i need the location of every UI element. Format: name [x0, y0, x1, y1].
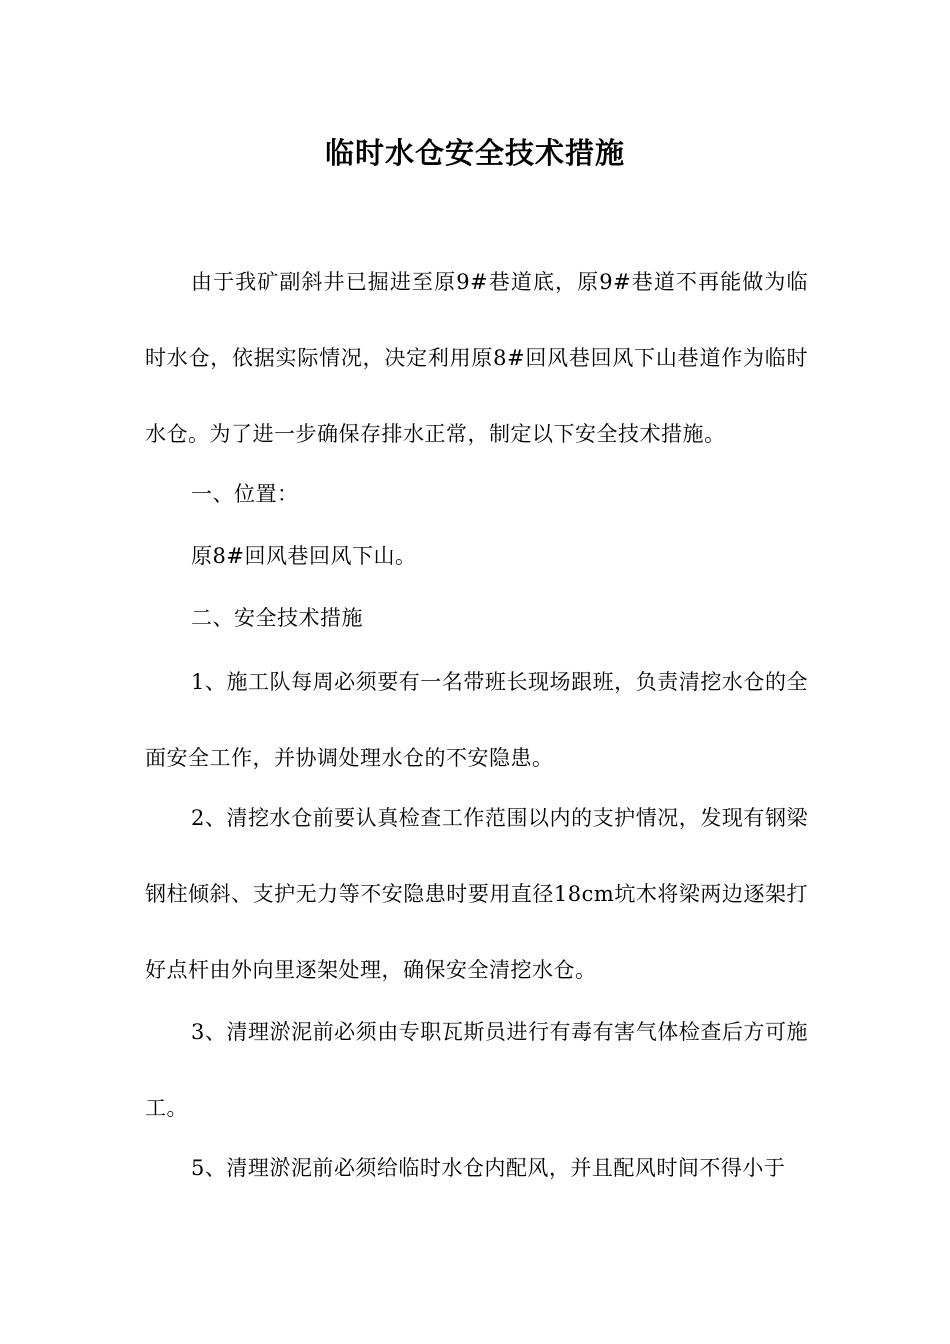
paragraph-measure-1: 1、施工队每周必须要有一名带班长现场跟班，负责清挖水仓的全面安全工作，并协调处理水仓的不安隐患。 [145, 670, 808, 770]
paragraph-measure-3: 3、清理淤泥前必须由专职瓦斯员进行有毒有害气体检查后方可施工。 [145, 1020, 808, 1120]
paragraph-location: 原8#回风巷回风下山。 [191, 544, 417, 568]
document-title: 临时水仓安全技术措施 [324, 136, 625, 170]
section-heading-measures: 二、安全技术措施 [191, 606, 363, 630]
paragraph-intro: 由于我矿副斜井已掘进至原9#巷道底，原9#巷道不再能做为临时水仓，依据实际情况，决定利用原8#回风巷回风下山巷道作为临时水仓。为了进一步确保存排水正常，制定以下安全技术措施。 [145, 270, 808, 446]
paragraph-measure-5: 5、清理淤泥前必须给临时水仓内配风，并且配风时间不得小于 [191, 1156, 786, 1180]
section-heading-location: 一、位置： [191, 482, 299, 506]
paragraph-measure-2: 2、清挖水仓前要认真检查工作范围以内的支护情况，发现有钢梁钢柱倾斜、支护无力等不安隐患时要用直径18cm坑木将梁两边逐架打好点杆由外向里逐架处理，确保安全清挖水仓。 [145, 806, 808, 982]
